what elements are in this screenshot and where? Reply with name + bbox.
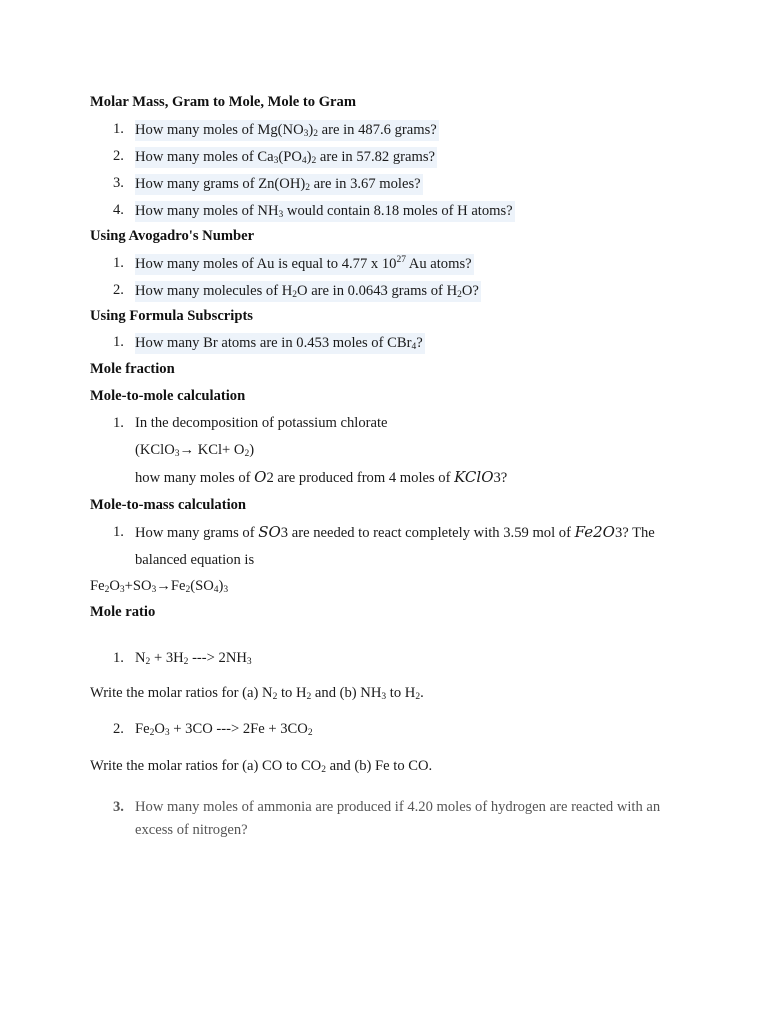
heading-formula-subscripts: Using Formula Subscripts — [90, 308, 253, 324]
question-text-continued: excess of nitrogen? — [135, 822, 248, 838]
equation: $Fe_2O_3+SO_3\to Fe_2(SO_4)_3$ — [90, 578, 229, 595]
question-text: How many moles of $NH_3$ would contain 8.18 moles of H atoms? — [135, 203, 513, 220]
equation: $N_2 + 3H_2$ ---> $2NH_3$ — [135, 650, 252, 667]
list-number: 4. — [113, 202, 124, 218]
instruction-text: Write the molar ratios for (a) CO to $CO_2$ and (b) Fe to CO. — [90, 758, 433, 775]
list-number: 1. — [113, 255, 124, 271]
list-number: 3. — [113, 175, 124, 191]
list-number: 2. — [113, 282, 124, 298]
equation: (KClO$_3$→ $KCl+ O_2$) — [135, 442, 255, 459]
heading-mole-fraction: Mole fraction — [90, 361, 175, 377]
heading-avogadro: Using Avogadro's Number — [90, 228, 255, 244]
question-text: How many molecules of $H_2O$ are in 0.0643 grams of $H_2O$? — [135, 283, 479, 300]
list-number: 1. — [113, 524, 124, 540]
list-number: 1. — [113, 650, 124, 666]
list-number: 3. — [113, 799, 124, 815]
list-number: 1. — [113, 415, 124, 431]
heading-mole-ratio: Mole ratio — [90, 604, 156, 620]
list-number: 1. — [113, 334, 124, 350]
question-text: How many moles of Au is equal to 4.77 x $10^{27}$ Au atoms? — [135, 254, 474, 275]
list-number: 2. — [113, 148, 124, 164]
heading-mole-to-mole: Mole-to-mole calculation — [90, 388, 246, 404]
question-text: In the decomposition of potassium chlorate — [135, 415, 388, 431]
question-text: How many moles of ammonia are produced if 4.20 moles of hydrogen are reacted with an — [135, 799, 661, 815]
question-text: How many grams of $Zn(OH)_2$ are in 3.67 moles? — [135, 176, 421, 193]
equation: $Fe_2O_3 + 3CO$ ---> $2Fe + 3CO_2$ — [135, 721, 313, 738]
question-text: How many Br atoms are in 0.453 moles of CBr$_4$? — [135, 335, 423, 352]
list-number: 1. — [113, 121, 124, 137]
instruction-text: Write the molar ratios for (a) $N_2$ to $H_2$ and (b) $NH_3$ to $H_2$. — [90, 685, 424, 702]
list-number: 2. — [113, 721, 124, 737]
question-text: How many moles of $Ca_3(PO_4)_2$ are in 57.82 grams? — [135, 149, 436, 166]
question-text: how many moles of O2 are produced from 4 moles of KClO3? — [135, 468, 508, 486]
question-text-continued: balanced equation is — [135, 552, 255, 568]
question-text: How many moles of $Mg(NO_3)_2$ are in 487.6 grams? — [135, 122, 437, 139]
heading-molar-mass: Molar Mass, Gram to Mole, Mole to Gram — [90, 94, 356, 110]
heading-mole-to-mass: Mole-to-mass calculation — [90, 497, 247, 513]
question-text: How many grams of SO3 are needed to react completely with 3.59 mol of Fe2O3? The — [135, 523, 655, 541]
